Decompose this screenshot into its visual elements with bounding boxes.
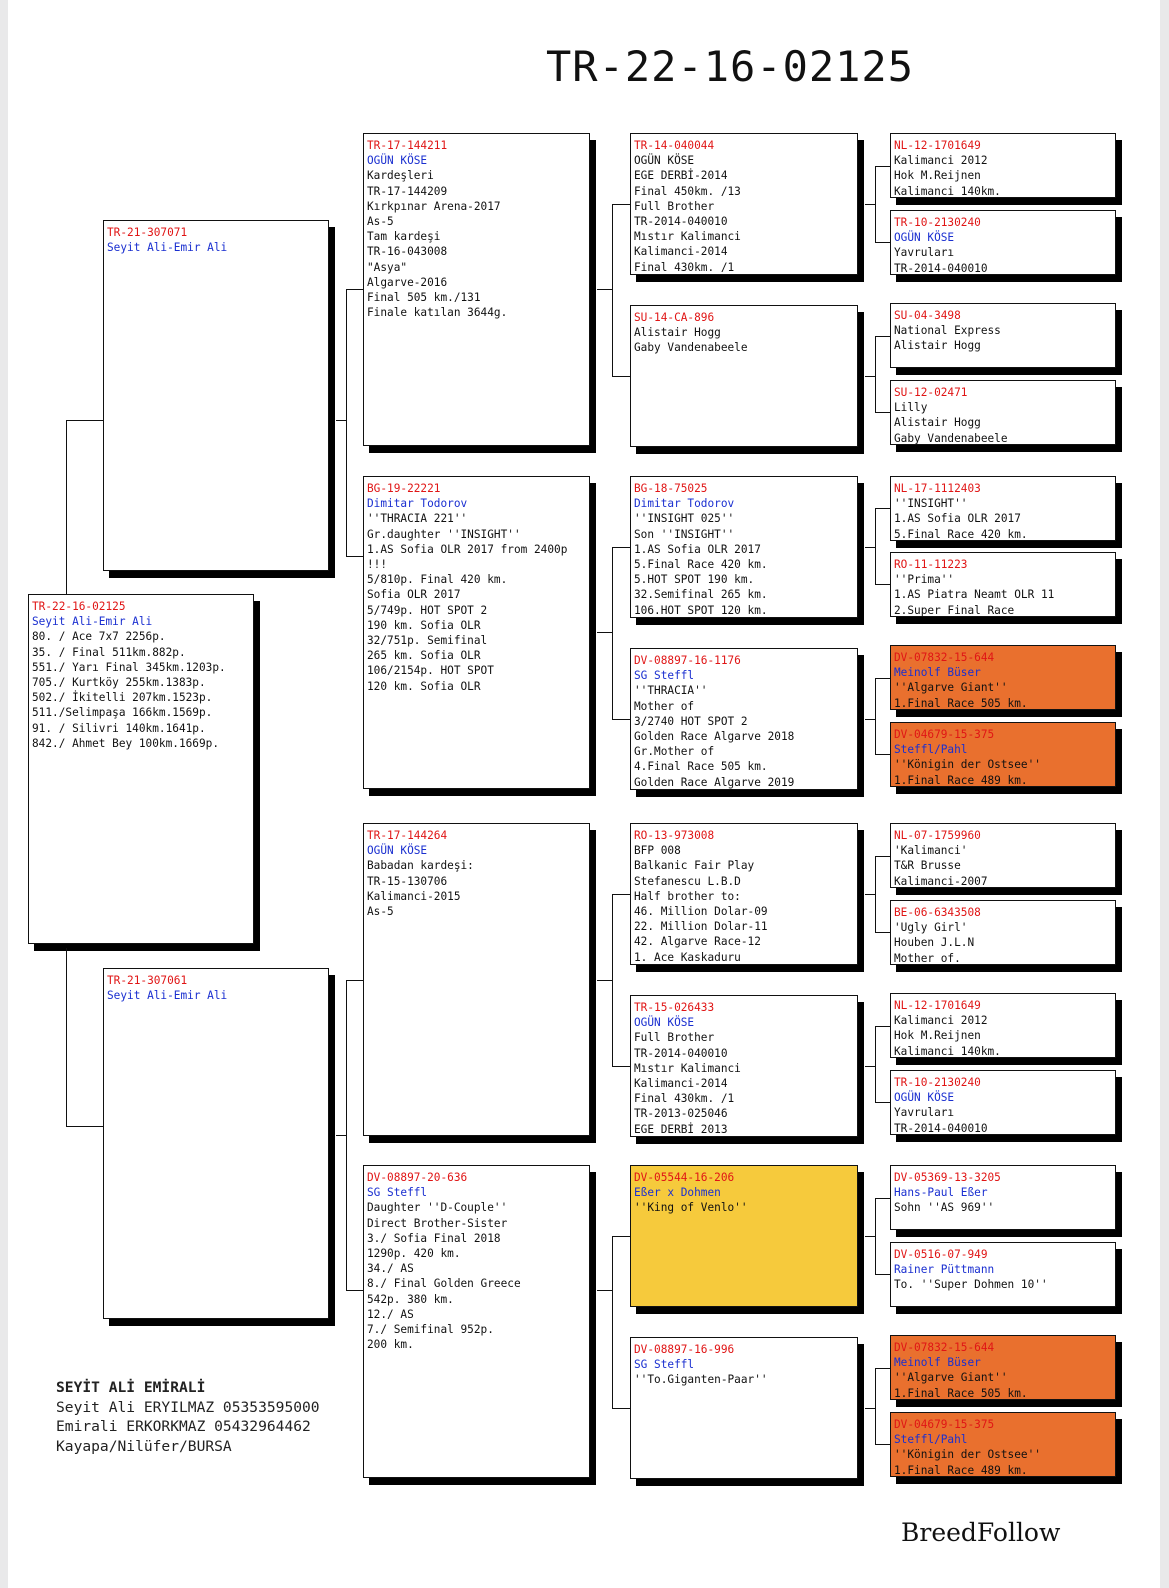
pedigree-note: Alistair Hogg: [894, 416, 981, 430]
pedigree-note: Kalimanci 2012: [894, 154, 988, 168]
pedigree-note: 5/810p. Final 420 km.: [367, 573, 508, 587]
pedigree-note: ''Königin der Ostsee'': [894, 758, 1041, 772]
connector-line: [875, 508, 890, 509]
connector-line: [875, 1198, 876, 1274]
breeder-name: Meinolf Büser: [894, 666, 981, 680]
ring-number: NL-12-1701649: [894, 139, 981, 152]
pedigree-note: Sohn ''AS 969'': [894, 1201, 995, 1215]
pedigree-note: Mıstır Kalimanci: [634, 1061, 741, 1075]
pedigree-note: ''INSIGHT'': [894, 497, 968, 511]
pedigree-box: [890, 476, 1116, 541]
connector-line: [875, 856, 890, 857]
pedigree-box: [630, 1337, 858, 1479]
ring-number: DV-04679-15-375: [894, 1418, 995, 1431]
connector-line: [612, 547, 630, 548]
pedigree-note: Algarve-2016: [367, 275, 448, 289]
pedigree-note: 35. / Final 511km.882p.: [32, 645, 186, 659]
pedigree-note: Yavruları: [894, 246, 955, 260]
pedigree-note: 'Kalimanci': [894, 844, 968, 858]
ring-number: DV-05544-16-206: [634, 1171, 735, 1184]
connector-line: [612, 547, 613, 719]
pedigree-note: EGE DERBİ-2014: [634, 169, 728, 183]
connector-line: [612, 894, 630, 895]
breeder-name: SG Steffl: [634, 1358, 695, 1372]
connector-line: [865, 719, 875, 720]
connector-line: [875, 678, 876, 754]
connector-line: [66, 948, 67, 1126]
connector-line: [875, 242, 890, 243]
pedigree-box: [890, 645, 1116, 710]
connector-line: [66, 1126, 103, 1127]
pedigree-note: Sofia OLR 2017: [367, 588, 461, 602]
pedigree-note: 542p. 380 km.: [367, 1292, 454, 1306]
ring-number: TR-17-144264: [367, 829, 448, 842]
ring-number: BE-06-6343508: [894, 906, 981, 919]
ring-number: NL-12-1701649: [894, 999, 981, 1012]
pedigree-note: 106/2154p. HOT SPOT: [367, 664, 494, 678]
pedigree-note: Hok M.Reijnen: [894, 1029, 981, 1043]
pedigree-box: [890, 722, 1116, 787]
connector-line: [346, 980, 347, 1290]
breeder-name: OGÜN KÖSE: [367, 844, 428, 858]
connector-line: [597, 1290, 612, 1291]
pedigree-note: TR-2014-040010: [634, 1046, 728, 1060]
pedigree-box: [103, 968, 329, 1319]
pedigree-note: TR-16-043008: [367, 245, 448, 259]
pedigree-note: Golden Race Algarve 2019: [634, 775, 795, 789]
ring-number: TR-14-040044: [634, 139, 715, 152]
connector-line: [336, 1135, 346, 1136]
connector-line: [875, 166, 890, 167]
ring-number: BG-18-75025: [634, 482, 708, 495]
pedigree-note: TR-2014-040010: [634, 215, 728, 229]
pedigree-note: 22. Million Dolar-11: [634, 920, 768, 934]
pedigree-box: [630, 305, 858, 447]
connector-line: [346, 289, 363, 290]
pedigree-note: Hok M.Reijnen: [894, 169, 981, 183]
connector-line: [612, 376, 630, 377]
connector-line: [612, 1236, 630, 1237]
pedigree-note: 842./ Ahmet Bey 100km.1669p.: [32, 736, 220, 750]
ring-number: RO-11-11223: [894, 558, 968, 571]
pedigree-box: [103, 220, 329, 571]
pedigree-note: 91. / Silivri 140km.1641p.: [32, 721, 206, 735]
connector-line: [865, 1066, 875, 1067]
ring-number: TR-22-16-02125: [32, 600, 126, 613]
breeder-name: Eßer x Dohmen: [634, 1186, 721, 1200]
pedigree-note: 34./ AS: [367, 1262, 414, 1276]
connector-line: [346, 980, 363, 981]
connector-line: [875, 1368, 876, 1444]
pedigree-note: 'Ugly Girl': [894, 921, 968, 935]
pedigree-note: 502./ İkitelli 207km.1523p.: [32, 691, 213, 705]
breeder-name: OGÜN KÖSE: [367, 154, 428, 168]
pedigree-note: 1.AS Sofia OLR 2017: [894, 512, 1021, 526]
pedigree-box: [890, 1242, 1116, 1307]
pedigree-note: 265 km. Sofia OLR: [367, 649, 481, 663]
connector-line: [336, 420, 346, 421]
pedigree-note: Kırkpınar Arena-2017: [367, 199, 501, 213]
ring-number: DV-08897-20-636: [367, 1171, 468, 1184]
connector-line: [875, 856, 876, 932]
pedigree-note: Final 505 km./131: [367, 291, 481, 305]
pedigree-note: 106.HOT SPOT 120 km.: [634, 603, 768, 617]
pedigree-note: 5.HOT SPOT 190 km.: [634, 573, 755, 587]
connector-line: [612, 719, 630, 720]
pedigree-note: 32/751p. Semifinal: [367, 634, 488, 648]
pedigree-box: [890, 210, 1116, 275]
connector-line: [875, 1026, 890, 1027]
pedigree-box: [890, 133, 1116, 198]
pedigree-note: Stefanescu L.B.D: [634, 874, 741, 888]
pedigree-note: Son ''INSIGHT'': [634, 527, 735, 541]
connector-line: [875, 1274, 890, 1275]
pedigree-note: 46. Million Dolar-09: [634, 905, 768, 919]
pedigree-box: [363, 1165, 590, 1478]
pedigree-note: As-5: [367, 905, 394, 919]
pedigree-note: OGÜN KÖSE: [634, 154, 695, 168]
connector-line: [875, 1102, 890, 1103]
ring-number: TR-21-307071: [107, 226, 188, 239]
pedigree-note: 3./ Sofia Final 2018: [367, 1231, 501, 1245]
pedigree-note: Kalimanci-2007: [894, 874, 988, 888]
pedigree-note: Final 430km. /1: [634, 260, 735, 274]
connector-line: [865, 547, 875, 548]
pedigree-note: National Express: [894, 324, 1001, 338]
connector-line: [346, 1290, 363, 1291]
connector-line: [597, 980, 612, 981]
connector-line: [875, 412, 890, 413]
ring-number: SU-14-CA-896: [634, 311, 715, 324]
breeder-name: OGÜN KÖSE: [894, 231, 955, 245]
pedigree-note: Kalimanci 2012: [894, 1014, 988, 1028]
pedigree-note: "Asya": [367, 260, 408, 274]
breeder-name: SG Steffl: [634, 669, 695, 683]
connector-line: [875, 754, 890, 755]
breeder-name: Seyit Ali-Emir Ali: [107, 989, 228, 1003]
connector-line: [597, 289, 612, 290]
pedigree-box: [630, 648, 858, 790]
owner-line: Emirali ERKORKMAZ 05432964462: [56, 1418, 311, 1435]
pedigree-note: 511./Selimpaşa 166km.1569p.: [32, 706, 213, 720]
pedigree-box: [890, 380, 1116, 445]
ring-number: DV-0516-07-949: [894, 1248, 988, 1261]
pedigree-note: Balkanic Fair Play: [634, 859, 755, 873]
breeder-name: SG Steffl: [367, 1186, 428, 1200]
pedigree-box: [890, 303, 1116, 368]
pedigree-note: !!!: [367, 558, 388, 572]
pedigree-box: [890, 900, 1116, 965]
connector-line: [346, 289, 347, 556]
ring-number: DV-07832-15-644: [894, 1341, 995, 1354]
connector-line: [875, 932, 890, 933]
pedigree-note: Kalimanci-2014: [634, 245, 728, 259]
ring-number: TR-15-026433: [634, 1001, 715, 1014]
connector-line: [66, 420, 67, 594]
pedigree-note: Daughter ''D-Couple'': [367, 1201, 508, 1215]
pedigree-note: TR-2013-025046: [634, 1107, 728, 1121]
pedigree-note: 1290p. 420 km.: [367, 1247, 461, 1261]
connector-line: [875, 678, 890, 679]
pedigree-note: Houben J.L.N: [894, 936, 975, 950]
pedigree-note: 32.Semifinal 265 km.: [634, 588, 768, 602]
pedigree-note: Half brother to:: [634, 889, 741, 903]
pedigree-note: 1.Final Race 489 km.: [894, 1463, 1028, 1477]
pedigree-note: ''THRACIA 221'': [367, 512, 468, 526]
connector-line: [865, 376, 875, 377]
owner-line: Seyit Ali ERYILMAZ 05353595000: [56, 1398, 320, 1416]
connector-line: [875, 1198, 890, 1199]
connector-line: [612, 1408, 630, 1409]
pedigree-box: [630, 476, 858, 618]
pedigree-note: Gaby Vandenabeele: [634, 341, 748, 355]
pedigree-note: 5.Final Race 420 km.: [894, 527, 1028, 541]
ring-number: TR-10-2130240: [894, 1076, 981, 1089]
pedigree-note: 200 km.: [367, 1338, 414, 1352]
pedigree-note: ''Königin der Ostsee'': [894, 1448, 1041, 1462]
pedigree-box: [630, 995, 858, 1137]
pedigree-note: 190 km. Sofia OLR: [367, 618, 481, 632]
pedigree-box: [363, 823, 590, 1136]
pedigree-box: [890, 1070, 1116, 1135]
pedigree-note: Babadan kardeşi:: [367, 859, 474, 873]
connector-line: [865, 894, 875, 895]
connector-line: [612, 204, 630, 205]
pedigree-note: Gaby Vandenabeele: [894, 431, 1008, 445]
pedigree-note: TR-2014-040010: [894, 261, 988, 275]
breeder-name: Seyit Ali-Emir Ali: [32, 615, 153, 629]
pedigree-note: Finale katılan 3644g.: [367, 306, 508, 320]
pedigree-note: Gr.daughter ''INSIGHT'': [367, 527, 521, 541]
pedigree-box: [890, 1412, 1116, 1477]
pedigree-note: 2.Super Final Race: [894, 603, 1015, 617]
pedigree-note: ''THRACIA'': [634, 684, 708, 698]
pedigree-box: [363, 476, 590, 789]
breeder-name: Meinolf Büser: [894, 1356, 981, 1370]
ring-number: DV-05369-13-3205: [894, 1171, 1001, 1184]
pedigree-box: [890, 993, 1116, 1058]
pedigree-note: Lilly: [894, 401, 928, 415]
owner-line: Kayapa/Nilüfer/BURSA: [56, 1437, 232, 1455]
brand-logo: BreedFollow: [901, 1518, 1061, 1547]
pedigree-note: Kalimanci-2014: [634, 1077, 728, 1091]
pedigree-note: EGE DERBİ 2013: [634, 1122, 728, 1136]
pedigree-note: Tam kardeşi: [367, 230, 441, 244]
pedigree-note: 1.AS Piatra Neamt OLR 11: [894, 588, 1055, 602]
ring-number: TR-10-2130240: [894, 216, 981, 229]
pedigree-note: 1.Final Race 505 km.: [894, 696, 1028, 710]
pedigree-note: TR-2014-040010: [894, 1121, 988, 1135]
connector-line: [612, 894, 613, 1066]
connector-line: [66, 420, 103, 421]
pedigree-note: Alistair Hogg: [634, 326, 721, 340]
breeder-name: OGÜN KÖSE: [894, 1091, 955, 1105]
connector-line: [875, 166, 876, 242]
pedigree-note: Final 430km. /1: [634, 1092, 735, 1106]
pedigree-note: 7./ Semifinal 952p.: [367, 1323, 494, 1337]
connector-line: [875, 336, 890, 337]
pedigree-note: Mıstır Kalimanci: [634, 230, 741, 244]
pedigree-note: Yavruları: [894, 1106, 955, 1120]
pedigree-note: As-5: [367, 215, 394, 229]
pedigree-box: [630, 823, 858, 965]
ring-number: NL-07-1759960: [894, 829, 981, 842]
breeder-name: Seyit Ali-Emir Ali: [107, 241, 228, 255]
pedigree-note: ''King of Venlo'': [634, 1201, 748, 1215]
pedigree-note: Golden Race Algarve 2018: [634, 730, 795, 744]
pedigree-note: Kalimanci 140km.: [894, 1044, 1001, 1058]
pedigree-note: 3/2740 HOT SPOT 2: [634, 714, 748, 728]
pedigree-note: 705./ Kurtköy 255km.1383p.: [32, 676, 206, 690]
breeder-name: Steffl/Pahl: [894, 1433, 968, 1447]
pedigree-note: ''Algarve Giant'': [894, 681, 1008, 695]
ring-number: NL-17-1112403: [894, 482, 981, 495]
pedigree-box: [630, 1165, 858, 1307]
connector-line: [612, 204, 613, 376]
ring-number: DV-08897-16-1176: [634, 654, 741, 667]
pedigree-note: Kalimanci 140km.: [894, 184, 1001, 198]
pedigree-box: [890, 552, 1116, 617]
connector-line: [612, 1066, 630, 1067]
connector-line: [597, 632, 612, 633]
pedigree-note: ''Prima'': [894, 573, 955, 587]
pedigree-note: Mother of.: [894, 951, 961, 965]
ring-number: TR-21-307061: [107, 974, 188, 987]
ring-number: DV-04679-15-375: [894, 728, 995, 741]
pedigree-note: Kardeşleri: [367, 169, 434, 183]
ring-number: RO-13-973008: [634, 829, 715, 842]
connector-line: [875, 336, 876, 412]
ring-number: SU-12-02471: [894, 386, 968, 399]
pedigree-note: 42. Algarve Race-12: [634, 935, 761, 949]
pedigree-note: Gr.Mother of: [634, 745, 715, 759]
pedigree-note: Full Brother: [634, 199, 715, 213]
pedigree-note: TR-15-130706: [367, 874, 448, 888]
connector-line: [865, 1408, 875, 1409]
pedigree-note: TR-17-144209: [367, 184, 448, 198]
connector-line: [346, 556, 363, 557]
connector-line: [875, 508, 876, 584]
pedigree-note: Direct Brother-Sister: [367, 1216, 508, 1230]
connector-line: [865, 204, 875, 205]
pedigree-note: 80. / Ace 7x7 2256p.: [32, 630, 166, 644]
pedigree-note: 1. Ace Kaskaduru: [634, 950, 741, 964]
connector-line: [865, 1236, 875, 1237]
breeder-name: OGÜN KÖSE: [634, 1016, 695, 1030]
pedigree-note: 1.Final Race 489 km.: [894, 773, 1028, 787]
page-title: TR-22-16-02125: [546, 42, 915, 91]
breeder-name: Steffl/Pahl: [894, 743, 968, 757]
breeder-name: Dimitar Todorov: [367, 497, 468, 511]
connector-line: [875, 1368, 890, 1369]
ring-number: DV-07832-15-644: [894, 651, 995, 664]
pedigree-note: 1.AS Sofia OLR 2017: [634, 542, 761, 556]
pedigree-note: Alistair Hogg: [894, 339, 981, 353]
ring-number: SU-04-3498: [894, 309, 961, 322]
pedigree-box: [630, 133, 858, 275]
pedigree-box: [363, 133, 590, 446]
pedigree-note: Full Brother: [634, 1031, 715, 1045]
pedigree-note: 4.Final Race 505 km.: [634, 760, 768, 774]
pedigree-note: To. ''Super Dohmen 10'': [894, 1278, 1048, 1292]
owner-name: SEYİT ALİ EMİRALİ: [56, 1379, 206, 1396]
pedigree-note: Kalimanci-2015: [367, 889, 461, 903]
ring-number: BG-19-22221: [367, 482, 441, 495]
pedigree-note: 1.AS Sofia OLR 2017 from 2400p: [367, 542, 568, 556]
pedigree-box: [890, 1335, 1116, 1400]
connector-line: [875, 1026, 876, 1102]
owner-info: [56, 1378, 320, 1456]
pedigree-note: Final 450km. /13: [634, 184, 741, 198]
breeder-name: Rainer Püttmann: [894, 1263, 995, 1277]
pedigree-note: 120 km. Sofia OLR: [367, 679, 481, 693]
pedigree-note: 5/749p. HOT SPOT 2: [367, 603, 488, 617]
pedigree-box: [890, 1165, 1116, 1230]
pedigree-note: ''To.Giganten-Paar'': [634, 1373, 768, 1387]
pedigree-note: 12./ AS: [367, 1307, 414, 1321]
pedigree-note: 5.Final Race 420 km.: [634, 558, 768, 572]
pedigree-note: Mother of: [634, 699, 695, 713]
breeder-name: Hans-Paul Eßer: [894, 1186, 988, 1200]
ring-number: DV-08897-16-996: [634, 1343, 735, 1356]
pedigree-box: [890, 823, 1116, 888]
pedigree-note: BFP 008: [634, 844, 681, 858]
pedigree-note: T&R Brusse: [894, 859, 961, 873]
breeder-name: Dimitar Todorov: [634, 497, 735, 511]
pedigree-note: ''Algarve Giant'': [894, 1371, 1008, 1385]
pedigree-sheet: [8, 0, 1160, 1588]
pedigree-note: 1.Final Race 505 km.: [894, 1386, 1028, 1400]
connector-line: [875, 584, 890, 585]
pedigree-note: 8./ Final Golden Greece: [367, 1277, 521, 1291]
pedigree-note: ''INSIGHT 025'': [634, 512, 735, 526]
connector-line: [875, 1444, 890, 1445]
pedigree-note: 551./ Yarı Final 345km.1203p.: [32, 660, 226, 674]
ring-number: TR-17-144211: [367, 139, 448, 152]
pedigree-box: [28, 594, 254, 944]
connector-line: [612, 1236, 613, 1408]
